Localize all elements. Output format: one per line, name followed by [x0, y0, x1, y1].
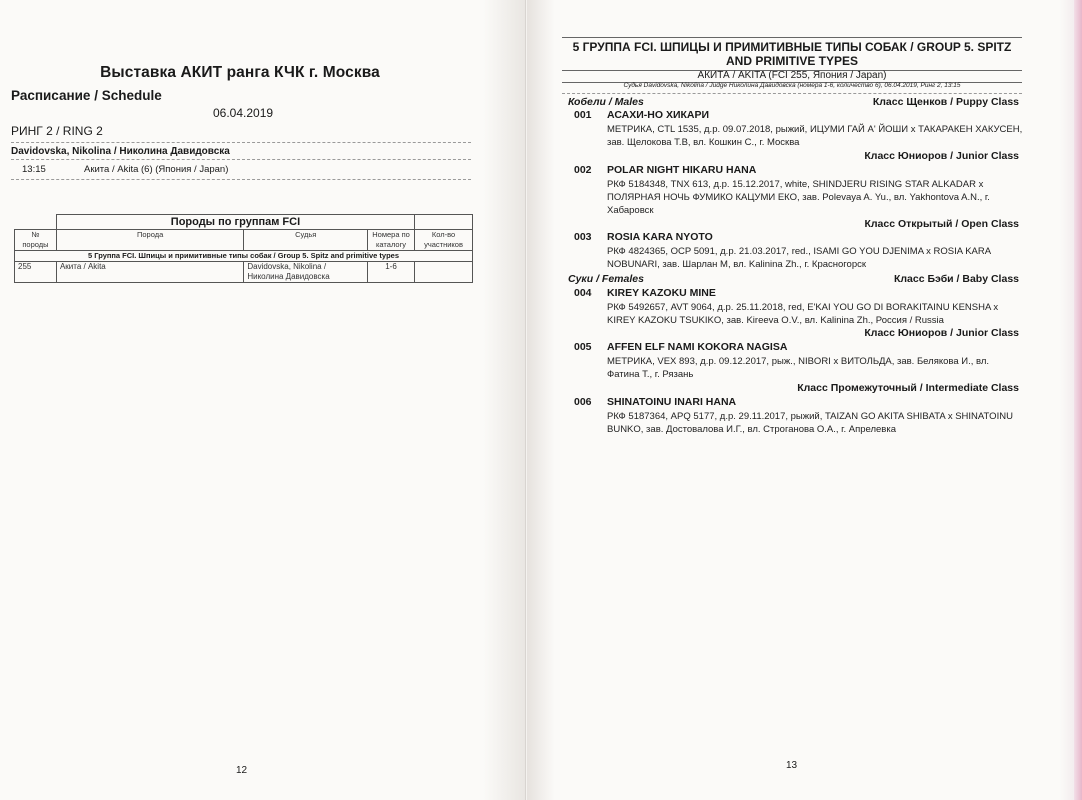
column-header: Номера по каталогу [368, 230, 415, 251]
dog-name: SHINATOINU INARI HANA [607, 396, 737, 408]
fci-groups-table [14, 214, 473, 283]
sex-heading-males: Кобели / Males [568, 96, 644, 108]
table-cell: 1-6 [368, 262, 415, 283]
sex-heading-females: Суки / Females [568, 273, 644, 285]
judge-line: Судья Davidovska, Nikolina / Judge Николина Давидовска (номера 1-6, количество 6), 06.04.2019, Ринг 2, 13:15 [623, 82, 961, 89]
entry-number: 002 [574, 164, 592, 176]
class-heading: Класс Промежуточный / Intermediate Class [797, 382, 1019, 394]
page-number: 12 [236, 765, 248, 776]
table-header-row [15, 230, 473, 251]
schedule-judge: Davidovska, Nikolina / Николина Давидовска [11, 146, 230, 157]
table-cell: Акита / Akita [56, 262, 243, 283]
dog-name: KIREY KAZOKU MINE [607, 287, 716, 299]
table-cell [415, 262, 473, 283]
left-page [0, 0, 526, 800]
class-heading: Класс Юниоров / Junior Class [864, 150, 1019, 162]
table-cell: Davidovska, Nikolina / Николина Давидовска [244, 262, 368, 283]
column-header: Кол-во участников [415, 230, 473, 251]
column-header: № породы [15, 230, 57, 251]
page-number: 13 [786, 760, 798, 771]
divider [11, 179, 471, 180]
class-heading: Класс Бэби / Baby Class [893, 273, 1019, 285]
dog-details: РКФ 5184348, TNX 613, д.р. 15.12.2017, white, SHINDJERU RISING STAR ALKADAR х ПОЛЯРНАЯ НОЧЬ ФУМИКО КАЦУМИ ЕКО, зав. Polevaya A. Yu., вл. Yakhontova A.N., г. Хабаровск [607, 179, 990, 216]
entry-number: 006 [574, 396, 592, 408]
divider [11, 159, 471, 160]
show-title: Выставка АКИТ ранга КЧК г. Москва [100, 64, 380, 81]
ring-label: РИНГ 2 / RING 2 [11, 124, 103, 138]
dog-details: МЕТРИКА, VEX 893, д.р. 09.12.2017, рыж., NIBORI х ВИТОЛЬДА, зав. Белякова И., вл. Фатина Т., г. Рязань [607, 356, 990, 380]
divider [562, 37, 1022, 38]
group-label: 5 Группа FCI. Шпицы и примитивные типы собак / Group 5. Spitz and primitive types [15, 251, 473, 262]
dog-details: МЕТРИКА, CTL 1535, д.р. 09.07.2018, рыжий, ИЦУМИ ГАЙ А' ЙОШИ х ТАКАРАКЕН ХАКУСЕН, зав. Щелокова Т.В, вл. Кошкин С., г. Москва [607, 124, 1023, 148]
entry-number: 005 [574, 341, 592, 353]
table-title: Породы по группам FCI [56, 215, 414, 230]
dog-details: РКФ 5492657, AVT 9064, д.р. 25.11.2018, red, E'KAI YOU GO DI BORAKITAINU KENSHA х KIREY KAZOKU TSUKIKO, зав. Kireeva O.V., вл. Kalinina Zh., Россия / Russia [607, 302, 999, 326]
dog-details: РКФ 5187364, APQ 5177, д.р. 29.11.2017, рыжий, TAIZAN GO AKITA SHIBATA х SHINATOINU BUNKO, зав. Достовалова И.Г., вл. Строганова О.А., г. Апрелевка [607, 411, 1013, 435]
schedule-breed: Акита / Akita (6) (Япония / Japan) [84, 164, 229, 175]
schedule-date: 06.04.2019 [213, 106, 274, 120]
divider [11, 142, 471, 143]
table-cell: 255 [15, 262, 57, 283]
entry-number: 004 [574, 287, 592, 299]
divider [562, 93, 1022, 94]
dog-name: POLAR NIGHT HIKARU HANA [607, 164, 757, 176]
table-row [15, 262, 473, 283]
class-heading: Класс Щенков / Puppy Class [872, 96, 1019, 108]
class-heading: Класс Юниоров / Junior Class [864, 327, 1019, 339]
group-title: 5 ГРУППА FCI. ШПИЦЫ И ПРИМИТИВНЫЕ ТИПЫ СОБАК / GROUP 5. SPITZ AND PRIMITIVE TYPES [572, 40, 1012, 68]
dog-name: AFFEN ELF NAMI KOKORA NAGISA [607, 341, 788, 353]
breed-heading: АКИТА / AKITA (FCI 255, Япония / Japan) [697, 70, 887, 81]
dog-details: РКФ 4824365, OCP 5091, д.р. 21.03.2017, red., ISAMI GO YOU DJENIMA х ROSIA KARA NOBUNARI, зав. Шарлан М, вл. Kalinina Zh., г. Красногорск [607, 246, 991, 270]
page-edge [1074, 0, 1082, 800]
column-header: Судья [244, 230, 368, 251]
dog-name: ROSIA KARA NYOTO [607, 231, 713, 243]
schedule-heading: Расписание / Schedule [11, 88, 162, 103]
entry-number: 001 [574, 109, 592, 121]
schedule-time: 13:15 [22, 164, 46, 175]
column-header: Порода [56, 230, 243, 251]
entry-number: 003 [574, 231, 592, 243]
dog-name: АСАХИ-НО ХИКАРИ [607, 109, 710, 121]
class-heading: Класс Открытый / Open Class [864, 218, 1019, 230]
